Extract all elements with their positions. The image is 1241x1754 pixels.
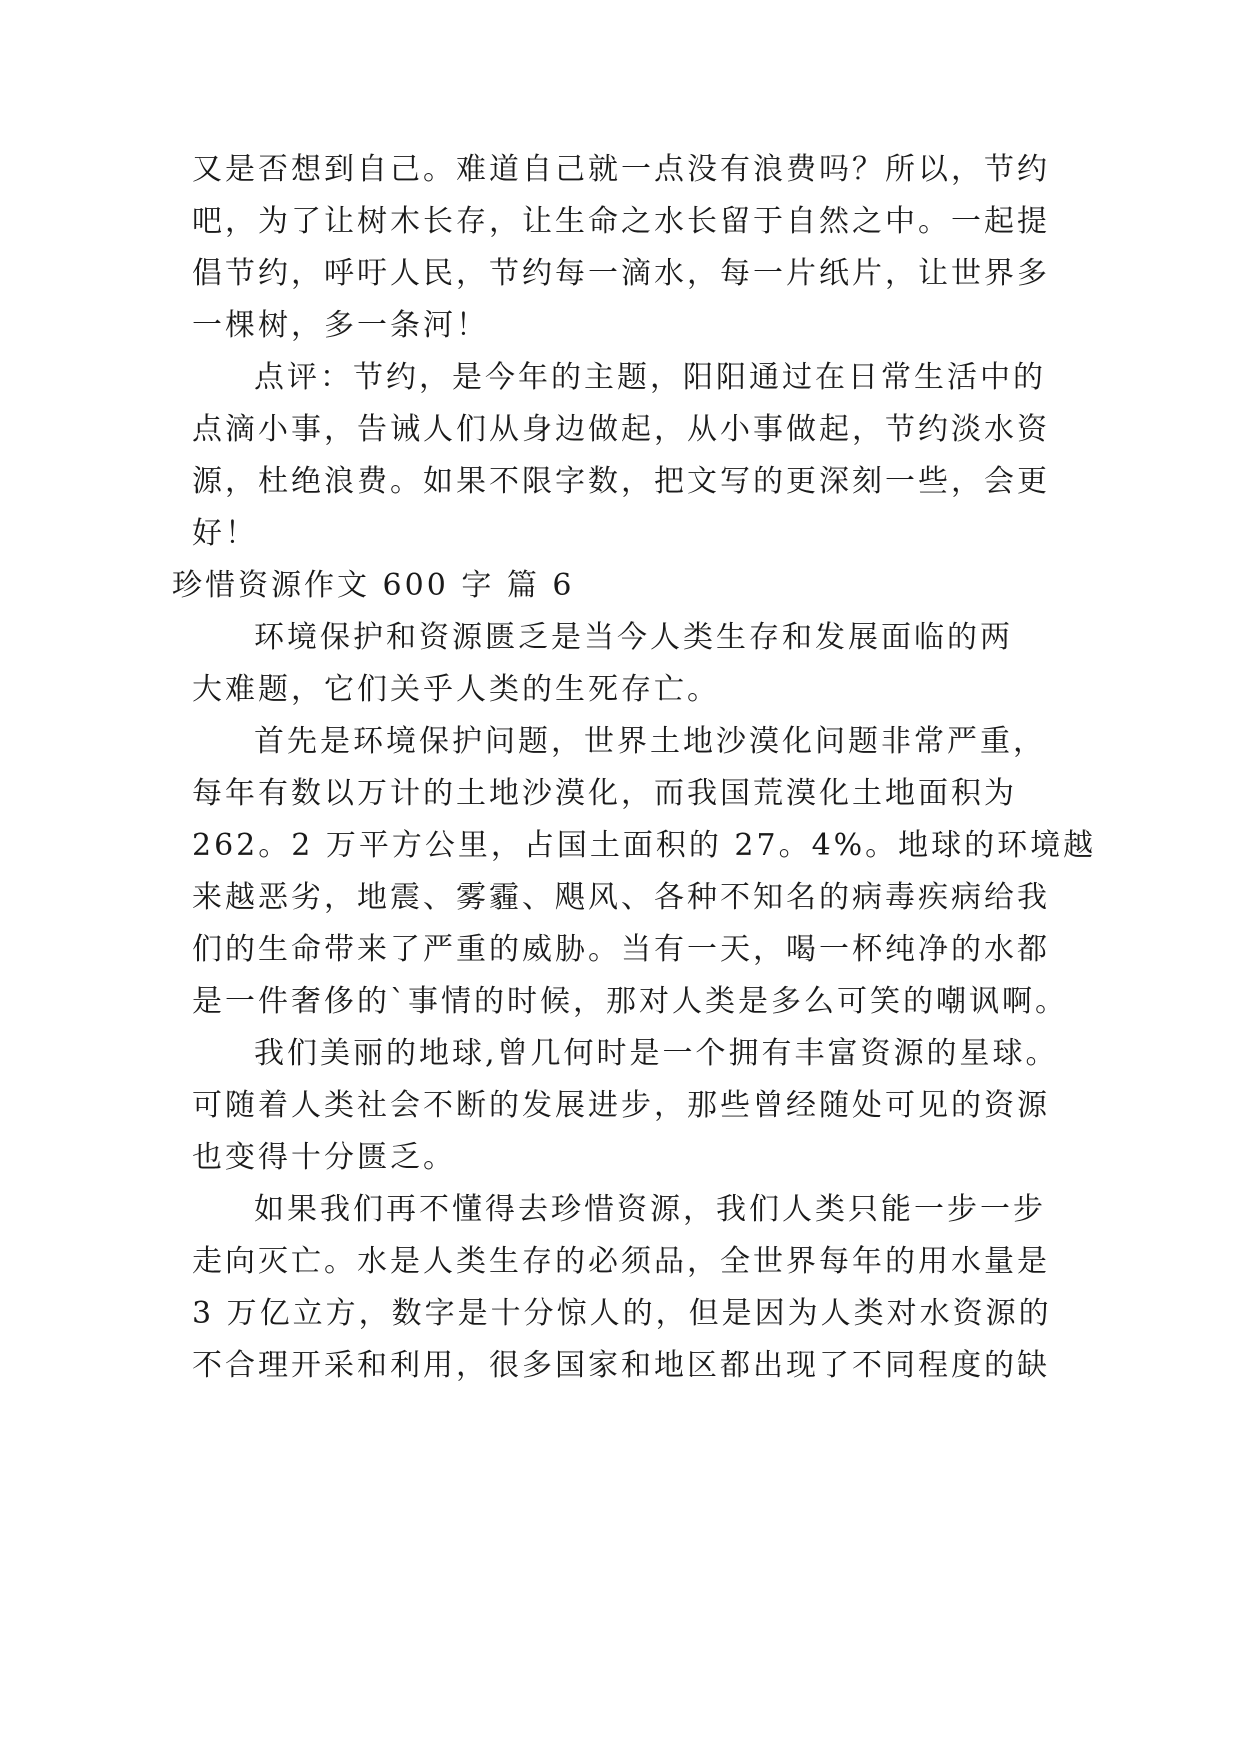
text-line: 倡节约，呼吁人民，节约每一滴水，每一片纸片，让世界多 — [192, 256, 1050, 291]
paragraph-first-line: 点评：节约，是今年的主题，阳阳通过在日常生活中的 — [254, 360, 1046, 395]
text-line: 好！ — [192, 516, 258, 551]
text-line: 一棵树，多一条河！ — [192, 308, 489, 343]
text-line: 262。2 万平方公里，占国土面积的 27。4%。地球的环境越 — [192, 828, 1097, 863]
text-line: 也变得十分匮乏。 — [192, 1140, 456, 1175]
paragraph-first-line: 我们美丽的地球,曾几何时是一个拥有丰富资源的星球。 — [254, 1036, 1059, 1071]
paragraph-first-line: 首先是环境保护问题，世界土地沙漠化问题非常严重， — [254, 724, 1046, 759]
section-heading: 珍惜资源作文 600 字 篇 6 — [172, 568, 575, 603]
text-line: 每年有数以万计的土地沙漠化，而我国荒漠化土地面积为 — [192, 776, 1017, 811]
text-line: 3 万亿立方，数字是十分惊人的，但是因为人类对水资源的 — [192, 1296, 1052, 1331]
text-line: 们的生命带来了严重的威胁。当有一天，喝一杯纯净的水都 — [192, 932, 1050, 967]
text-line: 大难题，它们关乎人类的生死存亡。 — [192, 672, 720, 707]
paragraph-first-line: 如果我们再不懂得去珍惜资源，我们人类只能一步一步 — [254, 1192, 1046, 1227]
text-line: 来越恶劣，地震、雾霾、飓风、各种不知名的病毒疾病给我 — [192, 880, 1050, 915]
text-line: 不合理开采和利用，很多国家和地区都出现了不同程度的缺 — [192, 1348, 1050, 1383]
text-line: 是一件奢侈的`事情的时候，那对人类是多么可笑的嘲讽啊。 — [192, 984, 1068, 1019]
text-line: 走向灭亡。水是人类生存的必须品，全世界每年的用水量是 — [192, 1244, 1050, 1279]
text-line: 吧，为了让树木长存，让生命之水长留于自然之中。一起提 — [192, 204, 1050, 239]
text-line: 可随着人类社会不断的发展进步，那些曾经随处可见的资源 — [192, 1088, 1050, 1123]
text-line: 又是否想到自己。难道自己就一点没有浪费吗？所以，节约 — [192, 152, 1050, 187]
text-line: 点滴小事，告诫人们从身边做起，从小事做起，节约淡水资 — [192, 412, 1050, 447]
paragraph-first-line: 环境保护和资源匮乏是当今人类生存和发展面临的两 — [254, 620, 1013, 655]
text-line: 源，杜绝浪费。如果不限字数，把文写的更深刻一些，会更 — [192, 464, 1050, 499]
